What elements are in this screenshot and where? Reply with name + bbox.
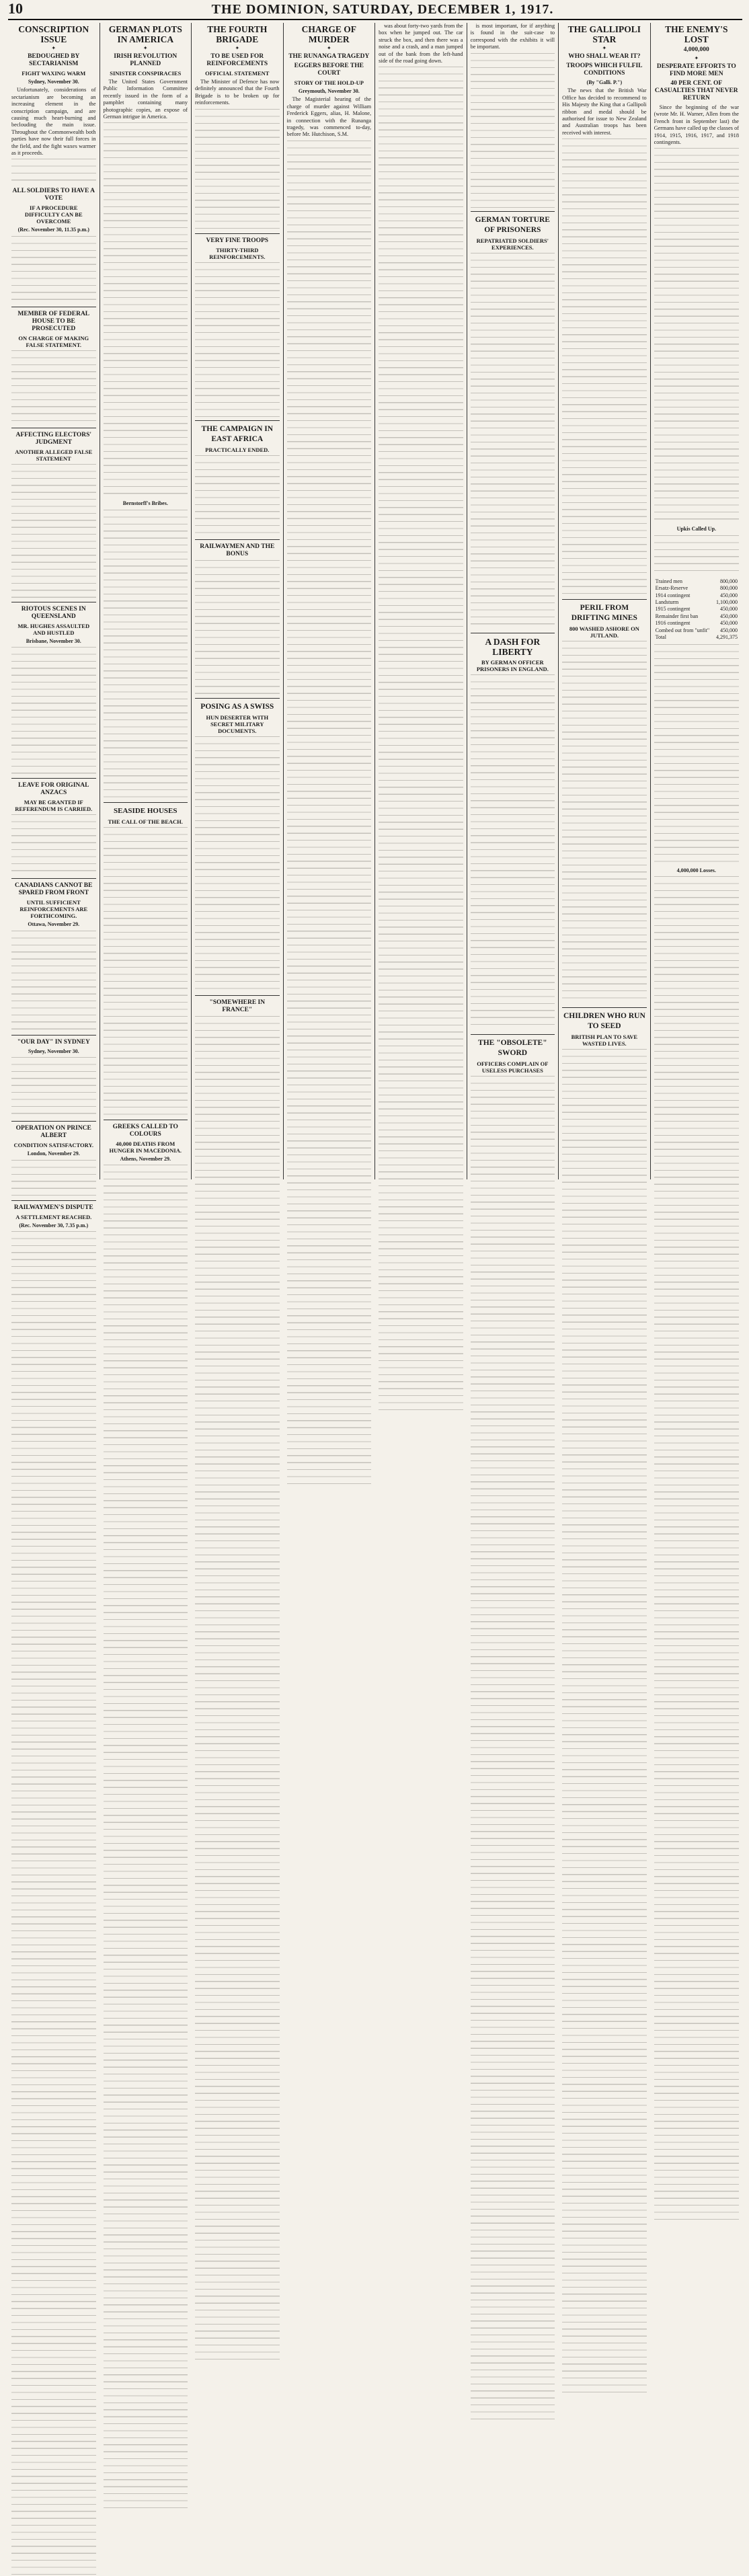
text-block — [195, 1016, 280, 2361]
headline: AFFECTING ELECTORS' JUDGMENT — [15, 431, 92, 446]
table-cell-label: Ersatz-Reserve — [655, 585, 688, 592]
subheadline: EGGERS BEFORE THE COURT — [294, 63, 364, 77]
paper-title: THE DOMINION, SATURDAY, DECEMBER 1, 1917. — [211, 2, 554, 17]
headline: "SOMEWHERE IN FRANCE" — [209, 999, 266, 1013]
table-cell-value: 450,000 — [719, 606, 738, 613]
section-subhead: Bernstorff's Bribes. — [122, 500, 168, 507]
headline: CANADIANS CANNOT BE SPARED FROM FRONT — [15, 882, 93, 897]
subheadline: BY GERMAN OFFICER PRISONERS IN ENGLAND. — [476, 658, 549, 672]
article-text: is most important, for if anything is found in the suit-case to correspond with the exhibits it will be important. — [470, 23, 555, 50]
subheadline: A SETTLEMENT REACHED. — [15, 1213, 92, 1220]
subheadline: WHO SHALL WEAR IT? — [568, 53, 641, 60]
subheadline: IRISH REVOLUTION PLANNED — [114, 53, 178, 67]
text-block — [654, 535, 739, 576]
subheadline: THIRTY-THIRD REINFORCEMENTS. — [209, 246, 266, 260]
table-cell-value: 450,000 — [719, 627, 738, 633]
article-text: Since the beginning of the war (wrote Mr. H. Warner, Allen from the French front in September last) the Germans have called up the classes of 1914, 1915, 1916, 1917, and 1918 contingents. — [654, 104, 739, 146]
article-text: The Magisterial hearing of the charge of murder against William Frederick Eggers, alias, H. Malone, in connection with the Runanga tragedy, was commenced to-day, before Mr. Hutchison, S.M. — [286, 96, 372, 138]
table-cell-label: Trained men — [655, 578, 682, 584]
text-block — [104, 1165, 188, 2509]
dateline: (Rec. November 30, 11.35 p.m.) — [17, 227, 89, 233]
dateline: (Rec. November 30, 7.35 p.m.) — [19, 1222, 89, 1228]
article-text: The news that the British War Office has decided to recommend to His Majesty the King that a Gallipoli ribbon and medal should be authorised for issue to New Zealand and Australian troops has been received with interest. — [562, 87, 647, 136]
subheadline: TROOPS WHICH FULFIL CONDITIONS — [566, 63, 643, 77]
text-block — [104, 122, 188, 499]
headline: SEASIDE HOUSES — [114, 806, 178, 815]
table-row — [654, 627, 739, 634]
headline: THE FOURTH BRIGADE — [207, 24, 268, 44]
text-block — [104, 510, 188, 799]
divider — [195, 233, 280, 234]
star-ornament: ✦ — [602, 45, 607, 51]
star-ornament: ✦ — [143, 45, 148, 51]
table-row — [654, 599, 739, 606]
table-row — [654, 613, 739, 620]
headline: LEAVE FOR ORIGINAL ANZACS — [18, 782, 89, 797]
column-7 — [559, 23, 651, 1179]
table-cell-value: 4,291,375 — [715, 634, 738, 641]
divider — [11, 878, 96, 879]
dateline: Sydney, November 30. — [28, 1048, 79, 1054]
subheadline: FIGHT WAXING WARM — [22, 70, 86, 77]
headline-figure: 4,000,000 — [683, 46, 709, 53]
subheadline: STORY OF THE HOLD-UP — [294, 79, 364, 86]
subheadline: PRACTICALLY ENDED. — [205, 446, 270, 453]
text-block — [654, 876, 739, 2221]
subheadline: OFFICERS COMPLAIN OF USELESS PURCHASES — [477, 1060, 549, 1074]
column-1 — [8, 23, 100, 1228]
headline: THE CAMPAIGN IN EAST AFRICA — [201, 424, 274, 443]
headline: GREEKS CALLED TO COLOURS — [112, 1123, 178, 1138]
headline: OPERATION ON PRINCE ALBERT — [15, 1125, 91, 1140]
divider — [11, 778, 96, 779]
headline: RAILWAYMEN'S DISPUTE — [13, 1204, 93, 1211]
columns — [8, 23, 742, 1228]
divider — [104, 802, 188, 803]
subheadline: BEDOUGHED BY SECTARIANISM — [28, 53, 80, 67]
text-block — [471, 674, 555, 1031]
subheadline: MAY BE GRANTED IF REFERENDUM IS CARRIED. — [15, 799, 93, 813]
article-text: The Minister of Defence has now definitely announced that the Fourth Brigade is to be broken up for reinforcements. — [195, 79, 280, 106]
text-block — [471, 53, 555, 208]
dateline: Ottawa, November 29. — [28, 921, 80, 928]
headline: MEMBER OF FEDERAL HOUSE TO BE PROSECUTED — [17, 310, 90, 332]
headline: VERY FINE TROOPS — [206, 237, 269, 244]
text-block — [11, 159, 96, 186]
column-5 — [375, 23, 467, 1179]
article-text: was about forty-two yards from the box when he jumped out. The car struck the box, and then there was a noise and a crash, and a man jumped out of the bank from the left-hand side of the road going down. — [379, 23, 463, 65]
column-6 — [467, 23, 559, 1179]
table-cell-label: 1914 contingent — [655, 592, 691, 598]
column-8 — [651, 23, 742, 1179]
subheadline: UNTIL SUFFICIENT REINFORCEMENTS ARE FORTHCOMING. — [19, 899, 88, 920]
table-row — [654, 578, 739, 585]
table-cell-value: 1,100,000 — [715, 599, 738, 606]
page-number: 10 — [8, 0, 23, 17]
newspaper-page — [0, 0, 749, 1228]
text-block — [562, 139, 647, 596]
text-block — [654, 148, 739, 524]
subheadline: 800 WASHED ASHORE ON JUTLAND. — [569, 625, 639, 639]
section-subhead: Upkis Called Up. — [676, 526, 717, 533]
headline: RIOTOUS SCENES IN QUEENSLAND — [21, 605, 86, 620]
table-row — [654, 606, 739, 613]
column-3 — [192, 23, 284, 1179]
text-block — [11, 814, 96, 875]
text-block — [195, 109, 280, 230]
table-cell-value: 450,000 — [719, 592, 738, 598]
table-cell-value: 800,000 — [719, 578, 738, 584]
text-block — [195, 455, 280, 536]
dateline: Athens, November 29. — [120, 1155, 171, 1162]
casualty-table — [654, 578, 739, 641]
text-block — [379, 67, 463, 1411]
subheadline: HUN DESERTER WITH SECRET MILITARY DOCUMENTS. — [206, 713, 269, 734]
headline: ALL SOLDIERS TO HAVE A VOTE — [12, 188, 95, 202]
subheadline: ANOTHER ALLEGED FALSE STATEMENT — [15, 448, 93, 462]
star-ornament: ✦ — [326, 45, 331, 51]
star-ornament: ✦ — [694, 55, 699, 61]
column-2 — [100, 23, 192, 1179]
headline: THE GALLIPOLI STAR — [567, 24, 641, 44]
subheadline: BRITISH PLAN TO SAVE WASTED LIVES. — [571, 1033, 638, 1048]
table-cell-label: Combed out from "unfit" — [655, 627, 710, 633]
divider — [195, 420, 280, 421]
divider — [11, 1035, 96, 1036]
table-cell-value: 800,000 — [719, 585, 738, 592]
text-block — [195, 262, 280, 417]
subheadline: 40 PER CENT. OF CASUALTIES THAT NEVER RETURN — [654, 80, 738, 102]
text-block — [195, 736, 280, 992]
headline: "OUR DAY" IN SYDNEY — [17, 1038, 90, 1046]
text-block — [471, 253, 555, 629]
dateline: Sydney, November 30. — [28, 79, 79, 85]
text-block — [11, 931, 96, 1031]
table-cell-label: Remainder first ban — [655, 613, 699, 619]
text-block — [562, 641, 647, 1004]
text-block — [654, 644, 739, 866]
divider — [195, 539, 280, 540]
divider — [11, 1200, 96, 1201]
table-cell-value: 450,000 — [719, 620, 738, 627]
headline: CHARGE OF MURDER — [301, 24, 356, 44]
byline: (By "Galli. P.") — [586, 79, 623, 85]
subheadline: IF A PROCEDURE DIFFICULTY CAN BE OVERCOME — [24, 204, 83, 225]
article-text: Unfortunately, considerations of sectarianism are becoming an increasing element in the conscription campaign, and are causing much heart-burning and beclouding the main issue. Throughout the Commonwealth both parties have now their full forces in the field, and the fight waxes warmer as it proceeds. — [11, 87, 96, 157]
headline: POSING AS A SWISS — [200, 702, 274, 711]
subheadline: MR. HUGHES ASSAULTED AND HUSTLED — [17, 622, 90, 636]
text-block — [11, 647, 96, 775]
star-ornament: ✦ — [51, 45, 56, 51]
table-cell-label: Landsturm — [655, 599, 679, 606]
subheadline: OFFICIAL STATEMENT — [205, 70, 270, 77]
table-row — [654, 620, 739, 627]
divider — [471, 211, 555, 212]
divider — [471, 1034, 555, 1035]
text-block — [11, 1057, 96, 1118]
subheadline: THE CALL OF THE BEACH. — [108, 818, 183, 825]
table-row — [654, 585, 739, 592]
table-cell-value: 450,000 — [719, 613, 738, 619]
headline: THE ENEMY'S LOST — [665, 24, 728, 44]
subheadline: TO BE USED FOR REINFORCEMENTS — [206, 53, 268, 67]
text-block — [471, 1076, 555, 2421]
headline: THE "OBSOLETE" SWORD — [478, 1038, 547, 1057]
headline: GERMAN TORTURE OF PRISONERS — [475, 215, 550, 234]
table-cell-label: 1916 contingent — [655, 620, 691, 627]
dateline: Brisbane, November 30. — [26, 637, 81, 644]
column-4 — [284, 23, 376, 1179]
text-block — [11, 1231, 96, 2576]
text-block — [11, 1160, 96, 1197]
subheadline: DESPERATE EFFORTS TO FIND MORE MEN — [656, 63, 736, 77]
dateline: Greymouth, November 30. — [298, 88, 360, 94]
divider — [562, 599, 647, 600]
divider — [195, 995, 280, 996]
text-block — [287, 141, 372, 1485]
dateline: London, November 29. — [27, 1150, 80, 1157]
headline: CHILDREN WHO RUN TO SEED — [563, 1012, 645, 1031]
table-cell-label: 1915 contingent — [655, 606, 691, 613]
divider — [11, 1121, 96, 1122]
text-block — [11, 464, 96, 598]
article-text: The United States Government Public Information Committee recently issued in the form of a pamphlet containing many photographic copies, an expose of German intrigue in America. — [103, 79, 188, 120]
headline: RAILWAYMEN AND THE BONUS — [200, 543, 275, 557]
subheadline: ON CHARGE OF MAKING FALSE STATEMENT. — [18, 334, 89, 348]
section-subhead: 4,000,000 Losses. — [676, 867, 716, 873]
table-row — [654, 634, 739, 641]
table-cell-label: Total — [655, 634, 666, 641]
divider — [562, 1007, 647, 1008]
subheadline: SINISTER CONSPIRACIES — [110, 70, 182, 77]
text-block — [562, 1049, 647, 2394]
star-ornament: ✦ — [235, 45, 240, 51]
subheadline: CONDITION SATISFACTORY. — [13, 1142, 93, 1149]
subheadline: REPATRIATED SOLDIERS' EXPERIENCES. — [476, 237, 549, 251]
text-block — [11, 236, 96, 303]
text-block — [11, 350, 96, 424]
table-row — [654, 592, 739, 599]
text-block — [104, 827, 188, 1116]
subheadline: THE RUNANGA TRAGEDY — [288, 53, 370, 60]
headline: A DASH FOR LIBERTY — [485, 636, 541, 657]
headline: GERMAN PLOTS IN AMERICA — [108, 24, 182, 44]
headline: PERIL FROM DRIFTING MINES — [571, 604, 637, 623]
divider — [195, 698, 280, 699]
subheadline: 40,000 DEATHS FROM HUNGER IN MACEDONIA. — [109, 1140, 182, 1154]
text-block — [195, 560, 280, 695]
headline: CONSCRIPTION ISSUE — [18, 24, 89, 44]
masthead — [8, 0, 742, 20]
